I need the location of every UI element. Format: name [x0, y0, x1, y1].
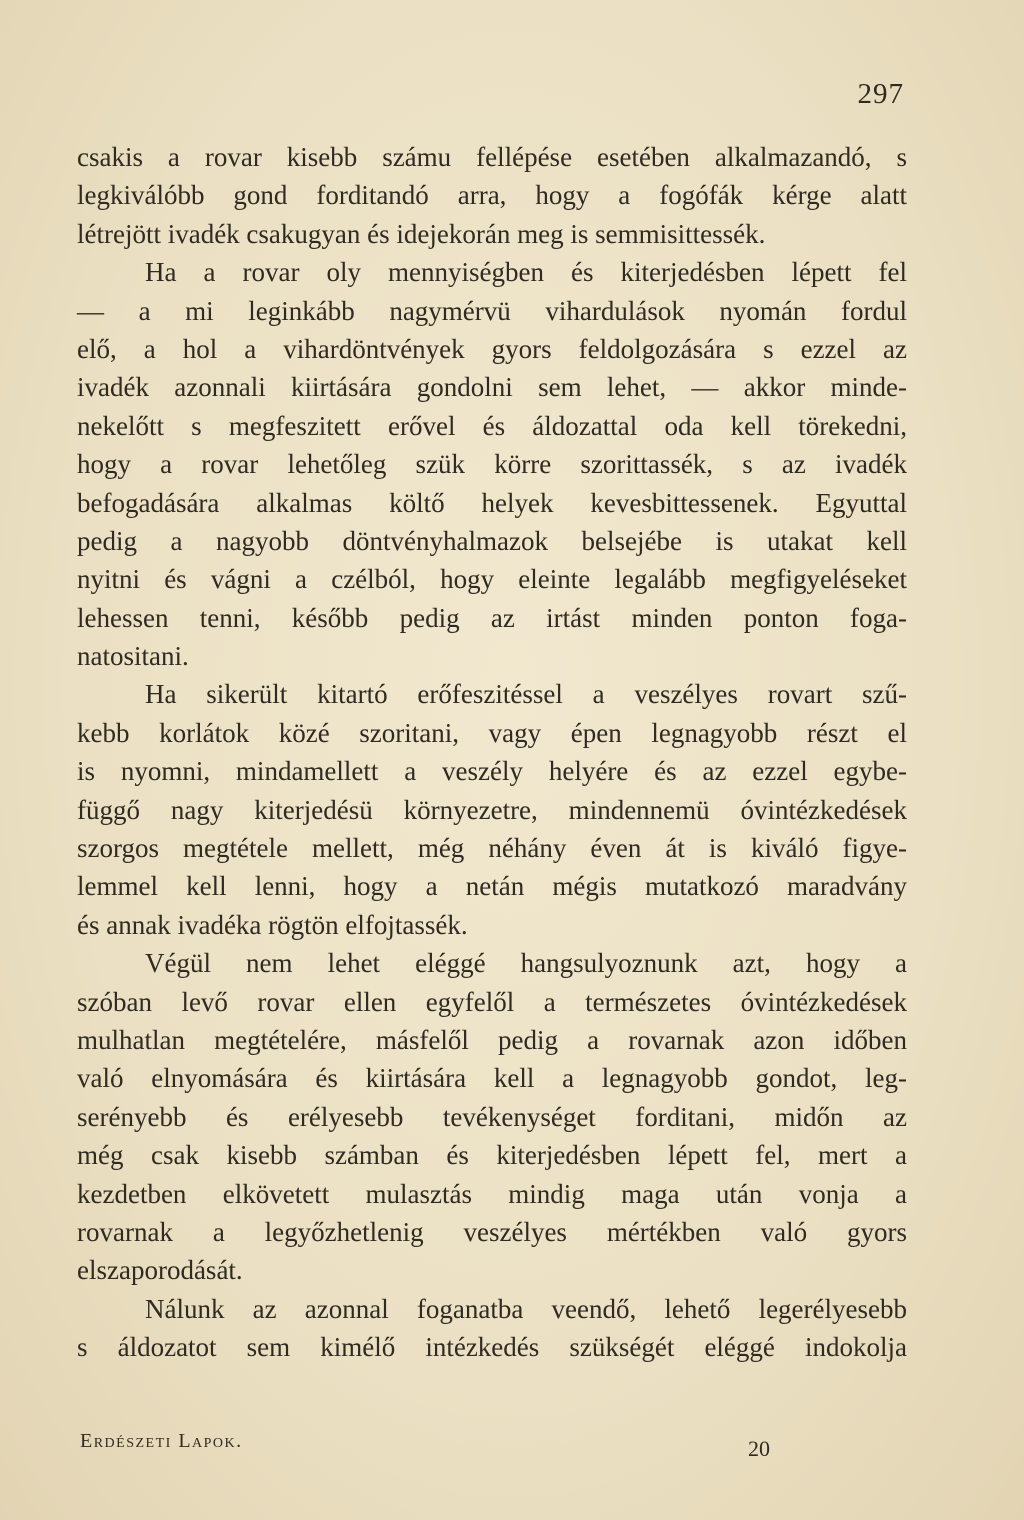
- body-text: [77, 138, 907, 1367]
- text-line: Ha sikerült kitartó erőfeszitéssel a veszélyes rovart szű-: [145, 679, 907, 710]
- text-line: lemmel kell lenni, hogy a netán mégis mutatkozó maradvány: [77, 871, 907, 902]
- text-line: ivadék azonnali kiirtására gondolni sem lehet, — akkor minde-: [77, 372, 907, 403]
- text-line: natositani.: [77, 641, 189, 672]
- text-line: kezdetben elkövetett mulasztás mindig maga után vonja a: [77, 1178, 907, 1209]
- text-line: serényebb és erélyesebb tevékenységet forditani, midőn az: [77, 1101, 907, 1132]
- text-line: elszaporodását.: [77, 1255, 243, 1286]
- text-line: Ha a rovar oly mennyiségben és kiterjedésben lépett fel: [145, 257, 907, 288]
- text-line: befogadására alkalmas költő helyek kevesbittessenek. Egyuttal: [77, 487, 907, 518]
- text-line: való elnyomására és kiirtására kell a legnagyobb gondot, leg-: [77, 1063, 907, 1094]
- text-line: hogy a rovar lehetőleg szük körre szorittassék, s az ivadék: [77, 449, 907, 480]
- text-line: szorgos megtétele mellett, még néhány éven át is kiváló figye-: [77, 833, 907, 864]
- journal-title: Erdészeti Lapok.: [80, 1430, 243, 1452]
- text-line: Nálunk az azonnal foganatba veendő, lehető legerélyesebb: [145, 1293, 907, 1324]
- text-line: mulhatlan megtételére, másfelől pedig a rovarnak azon időben: [77, 1024, 907, 1055]
- text-line: nyitni és vágni a czélból, hogy eleinte legalább megfigyeléseket: [77, 564, 907, 595]
- page-number: 297: [857, 78, 904, 110]
- text-line: Végül nem lehet eléggé hangsulyoznunk azt, hogy a: [145, 948, 907, 979]
- text-line: kebb korlátok közé szoritani, vagy épen legnagyobb részt el: [77, 717, 907, 748]
- text-line: nekelőtt s megfeszitett erővel és áldozattal oda kell törekedni,: [77, 410, 907, 441]
- text-line: függő nagy kiterjedésü környezetre, mindennemü óvintézkedések: [77, 794, 907, 825]
- text-line: és annak ivadéka rögtön elfojtassék.: [77, 909, 468, 940]
- text-line: elő, a hol a vihardöntvények gyors feldolgozására s ezzel az: [77, 333, 907, 364]
- text-line: létrejött ivadék csakugyan és idejekorán meg is semmisittessék.: [77, 218, 766, 249]
- text-line: legkiválóbb gond forditandó arra, hogy a fogófák kérge alatt: [77, 180, 907, 211]
- text-line: lehessen tenni, később pedig az irtást minden ponton foga-: [77, 602, 907, 633]
- text-line: szóban levő rovar ellen egyfelől a természetes óvintézkedések: [77, 986, 907, 1017]
- text-line: s áldozatot sem kimélő intézkedés szükségét eléggé indokolja: [77, 1332, 907, 1363]
- text-line: pedig a nagyobb döntvényhalmazok belsejébe is utakat kell: [77, 525, 907, 556]
- text-line: — a mi leginkább nagymérvü vihardulások nyomán fordul: [77, 295, 907, 326]
- text-line: is nyomni, mindamellett a veszély helyére és az ezzel egybe-: [77, 756, 907, 787]
- text-line: csakis a rovar kisebb számu fellépése esetében alkalmazandó, s: [77, 142, 907, 172]
- signature-mark: 20: [748, 1436, 770, 1461]
- text-line: még csak kisebb számban és kiterjedésben lépett fel, mert a: [77, 1140, 907, 1171]
- text-line: rovarnak a legyőzhetlenig veszélyes mértékben való gyors: [77, 1216, 907, 1247]
- page-footer: [80, 1430, 770, 1462]
